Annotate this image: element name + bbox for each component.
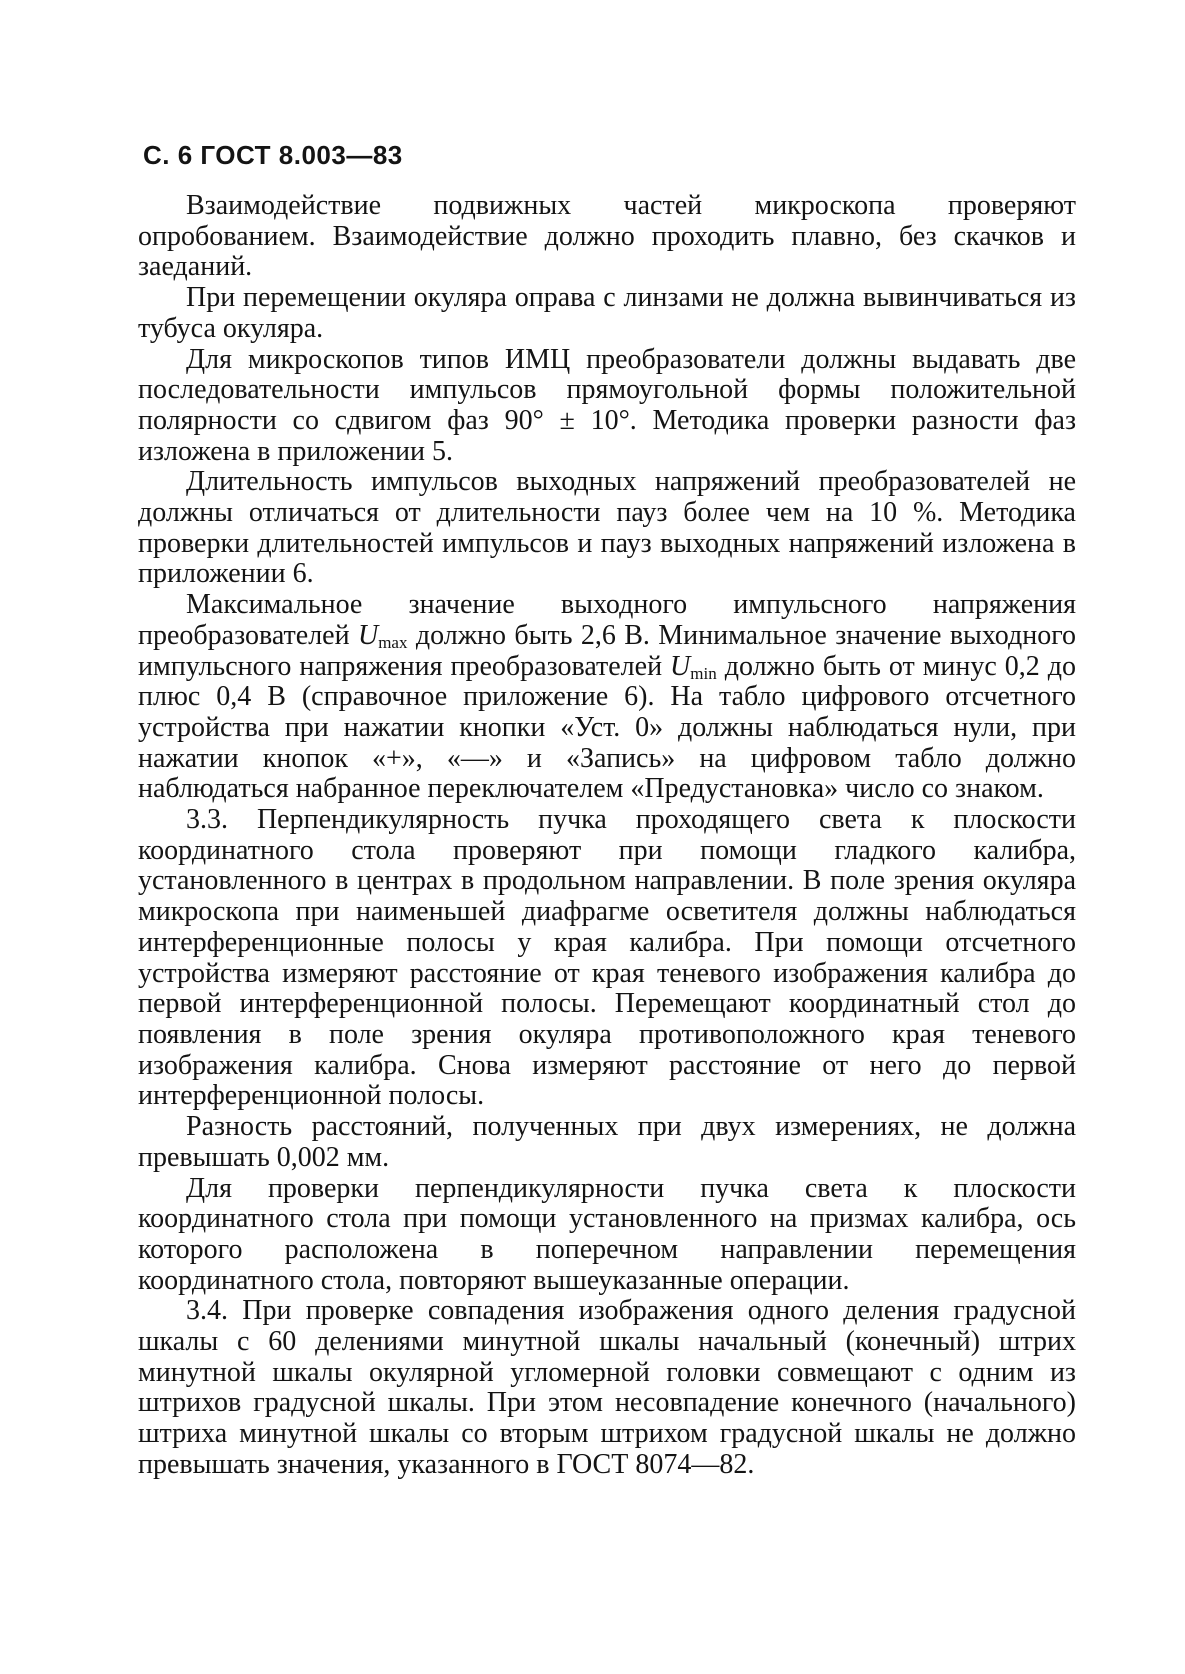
paragraph-transverse-check: Для проверки перпендикулярности пучка света к плоскости координатного стола при помощи установленного на призмах калибра, ось которого расположена в поперечном направлении перемещения координатного стола, повторяют вышеуказанные операции.: [138, 1172, 1076, 1296]
voltage-text-3: должно быть от минус 0,2 до плюс 0,4 В (справочное приложение 6). На табло цифрового отсчетного устройства при нажатии кнопки «Уст. 0» должны наблюдаться нули, при нажатии кнопок «+», «—» и «Запись» на цифровом табло должно наблюдаться набранное переключателем «Предустановка» число со знаком.: [138, 650, 1076, 805]
voltage-text-2: должно быть 2,6 В. Минимальное значение выходного импульсного напряжения преобразователей: [138, 619, 1076, 682]
u-max-subscript: max: [378, 632, 408, 652]
paragraph-moving-parts: Взаимодействие подвижных частей микроскопа проверяют опробованием. Взаимодействие должно проходить плавно, без скачков и заеданий.: [138, 190, 1076, 283]
u-max-symbol: U: [357, 619, 379, 651]
voltage-text-1: Максимальное значение выходного импульсного напряжения преобразователей: [138, 589, 1076, 651]
paragraph-distance-difference: Разность расстояний, полученных при двух измерениях, не должна превышать 0,002 мм.: [138, 1111, 1076, 1173]
paragraph-pulse-duration: Длительность импульсов выходных напряжений преобразователей не должны отличаться от длительности пауз более чем на 10 %. Методика проверки длительностей импульсов и пауз выходных напряжений изложена в приложении 6.: [138, 466, 1076, 590]
paragraph-pulse-voltage: [138, 590, 1076, 805]
body-text: [138, 191, 1076, 1481]
page-header: С. 6 ГОСТ 8.003—83: [143, 140, 403, 170]
u-min-subscript: min: [690, 663, 717, 683]
paragraph-pulse-sequences: Для микроскопов типов ИМЦ преобразователи должны выдавать две последовательности импульсов прямоугольной формы положительной полярности со сдвигом фаз 90° ± 10°. Методика проверки разности фаз изложена в приложении 5.: [138, 343, 1076, 467]
u-min-symbol: U: [670, 650, 691, 682]
paragraph-eyepiece: При перемещении окуляра оправа с линзами не должна вывинчиваться из тубуса окуляра.: [138, 282, 1076, 344]
paragraph-section-3-3: 3.3. Перпендикулярность пучка проходящего света к плоскости координатного стола проверяют при помощи гладкого калибра, установленного в центрах в продольном направлении. В поле зрения окуляра микроскопа при наименьшей диафрагме осветителя должны наблюдаться интерференционные полосы у края калибра. При помощи отсчетного устройства измеряют расстояние от края теневого изображения калибра до первой интерференционной полосы. Перемещают координатный стол до появления в поле зрения окуляра противоположного края теневого изображения калибра. Снова измеряют расстояние от него до первой интерференционной полосы.: [138, 804, 1076, 1112]
paragraph-section-3-4: 3.4. При проверке совпадения изображения одного деления градусной шкалы с 60 делениями минутной шкалы начальный (конечный) штрих минутной шкалы окулярной угломерной головки совмещают с одним из штрихов градусной шкалы. При этом несовпадение конечного (начального) штриха минутной шкалы со вторым штрихом градусной шкалы не должно превышать значения, указанного в ГОСТ 8074—82.: [138, 1295, 1076, 1480]
